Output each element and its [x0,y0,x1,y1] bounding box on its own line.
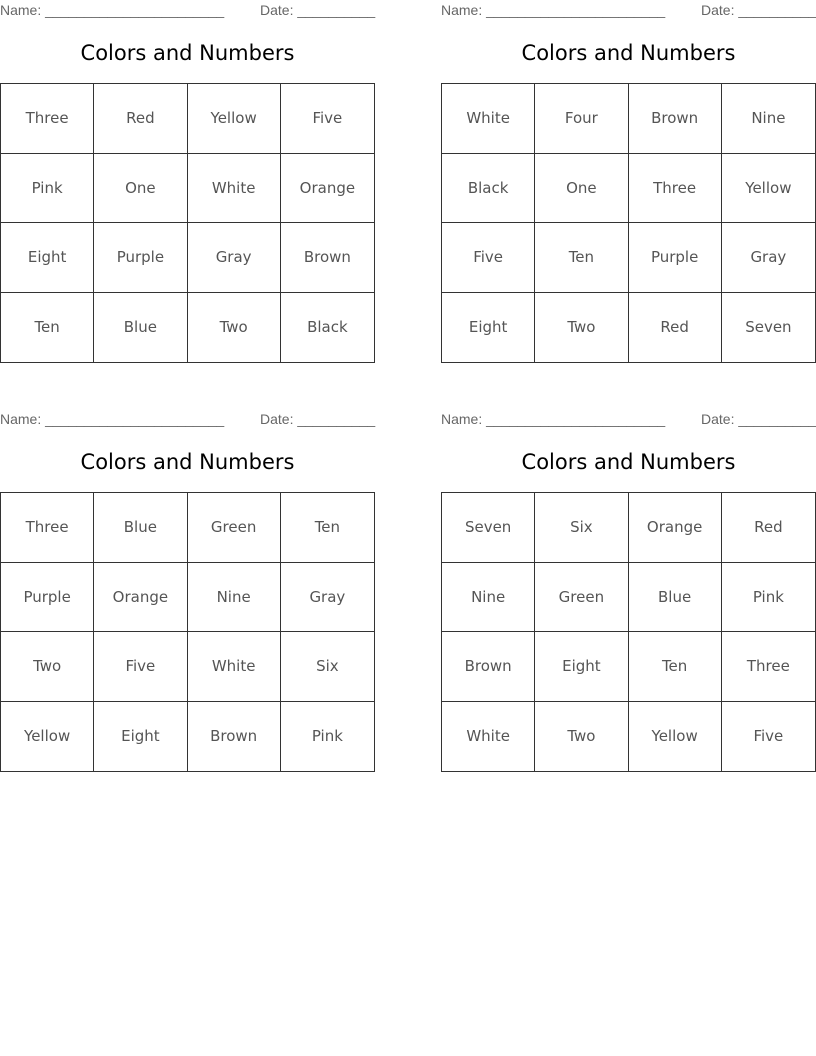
name-field-line: Name: _______________________ [441,2,666,18]
grid-cell: Brown [188,702,281,772]
date-field-line: Date: __________ [701,411,816,427]
grid-cell: Ten [1,293,94,363]
grid-cell: Purple [629,223,722,293]
grid-cell: Blue [94,493,187,563]
grid-cell: Gray [281,563,374,633]
grid-cell: Eight [442,293,535,363]
date-field-line: Date: __________ [260,2,376,18]
grid-cell: Six [535,493,628,563]
grid-cell: White [442,84,535,154]
grid-cell: Five [442,223,535,293]
grid-cell: Red [94,84,187,154]
grid-cell: Yellow [722,154,815,224]
grid-cell: Purple [94,223,187,293]
bingo-grid [0,492,375,772]
grid-cell: Green [535,563,628,633]
card-header [0,2,375,20]
grid-cell: Three [722,632,815,702]
grid-cell: Seven [745,318,792,337]
grid-cell: Five [753,727,784,746]
card-header [441,411,816,429]
name-field-line: Name: _______________________ [0,2,225,18]
grid-cell: Two [535,293,628,363]
grid-cell: Pink [311,727,343,746]
name-field-line: Name: _______________________ [441,411,666,427]
bingo-grid [441,83,816,363]
grid-cell: Six [281,632,374,702]
grid-cell: Ten [281,493,374,563]
grid-cell: Yellow [188,84,281,154]
bingo-grid [441,492,816,772]
date-field-line: Date: __________ [701,2,816,18]
grid-cell: Eight [94,702,187,772]
grid-cell: Orange [94,563,187,633]
grid-cell: Ten [629,632,722,702]
grid-cell: Five [94,632,187,702]
card-header [441,2,816,20]
grid-cell: Brown [442,632,535,702]
grid-cell: Two [188,293,281,363]
grid-cell: Blue [94,293,187,363]
grid-cell: Nine [722,84,815,154]
grid-cell: One [94,154,187,224]
grid-cell: Three [1,84,94,154]
bingo-card [441,0,816,366]
grid-cell: Black [442,154,535,224]
grid-cell: White [188,632,281,702]
grid-cell: Eight [535,632,628,702]
grid-cell: Pink [1,154,94,224]
grid-cell: White [442,702,535,772]
bingo-grid [0,83,375,363]
grid-cell: Black [307,318,348,337]
grid-cell: Brown [281,223,374,293]
grid-cell: Ten [535,223,628,293]
grid-cell: Blue [629,563,722,633]
bingo-card [441,409,816,775]
card-header [0,411,375,429]
grid-cell: One [535,154,628,224]
card-title: Colors and Numbers [521,450,736,474]
grid-cell: Two [535,702,628,772]
date-field-line: Date: __________ [260,411,376,427]
grid-cell: Seven [442,493,535,563]
grid-cell: Two [1,632,94,702]
grid-cell: Gray [188,223,281,293]
grid-cell: Green [188,493,281,563]
grid-cell: Yellow [629,702,722,772]
grid-cell: Brown [629,84,722,154]
name-field-line: Name: _______________________ [0,411,225,427]
grid-cell: Gray [722,223,815,293]
grid-cell: Red [722,493,815,563]
grid-cell: Eight [1,223,94,293]
grid-cell: Orange [281,154,374,224]
grid-cell: Four [535,84,628,154]
card-title: Colors and Numbers [521,41,736,65]
grid-cell: Three [1,493,94,563]
grid-cell: Three [629,154,722,224]
grid-cell: White [188,154,281,224]
card-title: Colors and Numbers [80,450,295,474]
grid-cell: Orange [629,493,722,563]
grid-cell: Purple [1,563,94,633]
card-title: Colors and Numbers [80,41,295,65]
grid-cell: Pink [722,563,815,633]
grid-cell: Yellow [1,702,94,772]
bingo-card [0,409,375,775]
bingo-card [0,0,375,366]
grid-cell: Nine [188,563,281,633]
grid-cell: Nine [442,563,535,633]
grid-cell: Five [281,84,374,154]
grid-cell: Red [629,293,722,363]
